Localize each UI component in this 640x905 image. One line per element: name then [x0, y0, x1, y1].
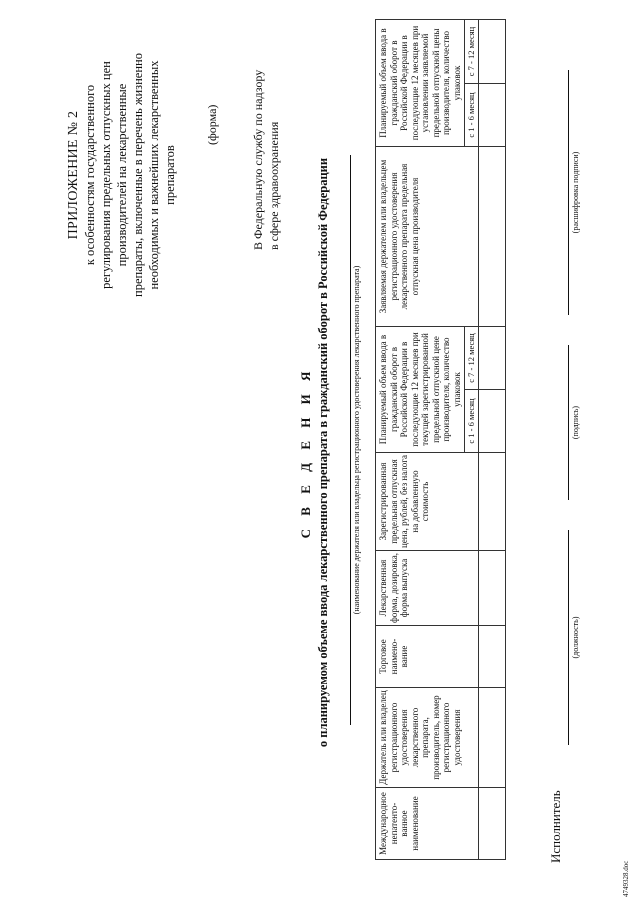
header-line: препараты, включенные в перечень жизненно: [131, 53, 145, 297]
document-title: С В Е Д Е Н И Я: [298, 366, 313, 539]
header-line: производителей на лекарственные: [115, 83, 129, 267]
col-form: Лекарственная форма, дозировка, форма выпуска: [376, 551, 479, 626]
decoding-line: [568, 70, 569, 315]
position-line: [568, 530, 569, 745]
table-cell: [478, 626, 505, 688]
decoding-caption: (расшифровка подписи): [571, 151, 580, 234]
col-registered-price: Зарегистрированная предельная отпускная цена, рублей, без налога на добавленную стоимость: [376, 453, 479, 551]
col-planned-current: Планируемый объем ввода в гражданский оборот в Российской Федерации в последующие 12 месяцев при текущей зарегистрированной предельной отпускной цене производителя, количество упаковок: [376, 327, 465, 453]
table-cell: [478, 788, 505, 860]
col-holder: Держатель или владелец регистрационного удостоверения лекарственного препарата, производитель, номер регистрационного удостоверения: [376, 688, 479, 788]
executor-label: Исполнитель: [548, 790, 563, 863]
table-cell: [478, 390, 505, 453]
holder-name-line: [350, 155, 351, 725]
table-cell: [478, 453, 505, 551]
forma-label: (форма): [205, 104, 219, 145]
table-cell: [478, 551, 505, 626]
table-cell: [478, 84, 505, 147]
header-line: препаратов: [163, 145, 177, 205]
signature-caption: (подпись): [571, 405, 580, 440]
signature-line: [568, 345, 569, 500]
document-subtitle: о планируемом объеме ввода лекарственного препарата в гражданский оборот в Российской Федерации: [316, 157, 330, 748]
col-planned-current-1-6: с 1 - 6 месяц: [465, 390, 479, 453]
appendix-title: ПРИЛОЖЕНИЕ № 2: [66, 110, 81, 240]
table-row: [478, 20, 505, 860]
col-trade-name: Торговое наимено-вание: [376, 626, 479, 688]
col-planned-declared: Планируемый объем ввода в гражданский оборот в Российской Федерации в последующие 12 месяцев при установлении заявляемой предельной отпускной цены производителя, количество упаковок: [376, 20, 465, 147]
col-declared-price: Заявляемая держателем или владельцем регистрационного удостоверения лекарственного препарата предельная отпускная цена производителя: [376, 147, 479, 327]
destination-line: В Федеральную службу по надзору: [251, 69, 265, 250]
header-line: к особенностям государственного: [83, 84, 97, 266]
appendix-header: [66, 10, 178, 340]
col-planned-current-7-12: с 7 - 12 месяц: [465, 327, 479, 390]
position-caption: (должность): [571, 616, 580, 659]
header-line: необходимых и важнейших лекарственных: [147, 60, 161, 290]
destination-line: в сфере здравоохранения: [267, 121, 281, 250]
destination: [250, 30, 282, 250]
table-cell: [478, 20, 505, 84]
table-cell: [478, 147, 505, 327]
document-id: 4749328.doc: [622, 860, 630, 897]
table-cell: [478, 688, 505, 788]
header-line: регулирования предельных отпускных цен: [99, 61, 113, 289]
col-planned-declared-1-6: с 1 - 6 месяц: [465, 84, 479, 147]
table-cell: [478, 327, 505, 390]
data-table: [375, 19, 506, 860]
col-inn: Международное непатенто-ванное наименование: [376, 788, 479, 860]
col-planned-declared-7-12: с 7 - 12 месяц: [465, 20, 479, 84]
holder-caption: (наименование держателя или владельца регистрационного удостоверения лекарственного препарата): [352, 265, 361, 615]
